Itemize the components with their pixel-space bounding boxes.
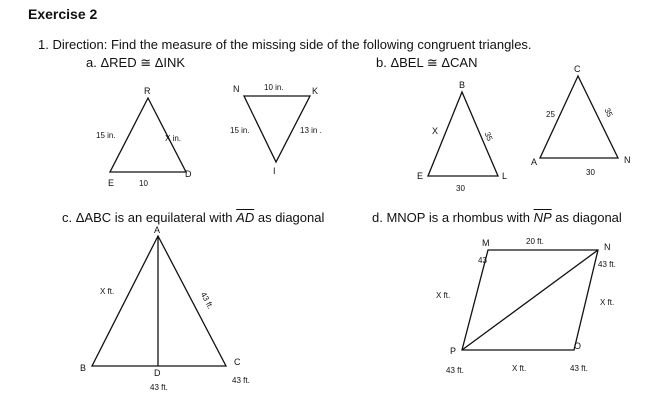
side-nk-label: 10 in. [264,83,284,92]
bottom-right-label: 43 ft. [570,364,588,373]
side-ca-label: 25 [546,110,555,119]
part-d-segment: $\overline{NP}$ [533,210,552,225]
vertex-e2: E [417,171,424,181]
side-mp-label: X ft. [436,291,451,300]
exercise-title: Exercise 2 [28,6,98,22]
direction-text: 1. Direction: Find the measure of the missing side of the following congruent triangles. [38,37,532,52]
bottom-left-label: 43 ft. [446,366,464,375]
side-bl-label: 35 [482,130,495,143]
side-el-label: 30 [456,184,465,193]
vertex-r: R [144,86,151,96]
vertex-d-c: D [154,368,161,378]
vertex-b: B [459,80,466,90]
side-rd-label: X in. [165,134,182,143]
part-c-heading-pre: c. ΔABC is an equilateral with [62,210,233,225]
side-re-label: 15 in. [96,131,116,140]
bottom-label: 43 ft. [150,383,168,392]
vertex-c-c: C [234,357,241,367]
part-a-heading: a. ΔRED ≅ ΔINK [86,55,186,70]
side-an-label: 30 [586,168,595,177]
vertex-n: N [233,84,240,94]
vertex-b-c: B [80,363,87,373]
vertex-a-c: A [154,225,161,235]
vertex-l: L [502,171,508,181]
side-mn-label: 20 ft. [526,237,544,246]
vertex-k: K [312,86,319,96]
vertex-n-d: N [604,242,611,252]
vertex-n-measure: 43 ft. [598,260,616,269]
part-b-heading: b. ΔBEL ≅ ΔCAN [376,55,478,70]
vertex-a: A [531,157,538,167]
small-label: 43 [478,256,487,265]
vertex-p: P [450,346,457,356]
vertex-c: C [574,64,581,74]
side-no-label: X ft. [600,298,615,307]
side-cn-label: 35 [602,106,615,119]
side-ni-label: 15 in. [230,126,250,135]
part-d-heading-pre: d. MNOP is a rhombus with [372,210,530,225]
vertex-e: E [108,178,115,188]
vertex-m: M [482,238,490,248]
vertex-o: O [574,341,582,351]
side-be-label: X [432,126,439,136]
side-ki-label: 13 in . [300,126,322,135]
side-ac-label: 43 ft. [198,290,216,311]
side-po-label: X ft. [512,364,527,373]
part-d-heading-post: as diagonal [555,210,622,225]
side-bc-label: 43 ft. [232,376,250,385]
part-c-segment: $\overline{AD}$ [236,210,255,225]
vertex-n2: N [624,155,631,165]
side-ab-label: X ft. [100,287,115,296]
side-ed-label: 10 [139,179,148,188]
part-c-heading-post: as diagonal [257,210,325,225]
vertex-d: D [185,169,192,179]
vertex-i: I [273,166,276,176]
